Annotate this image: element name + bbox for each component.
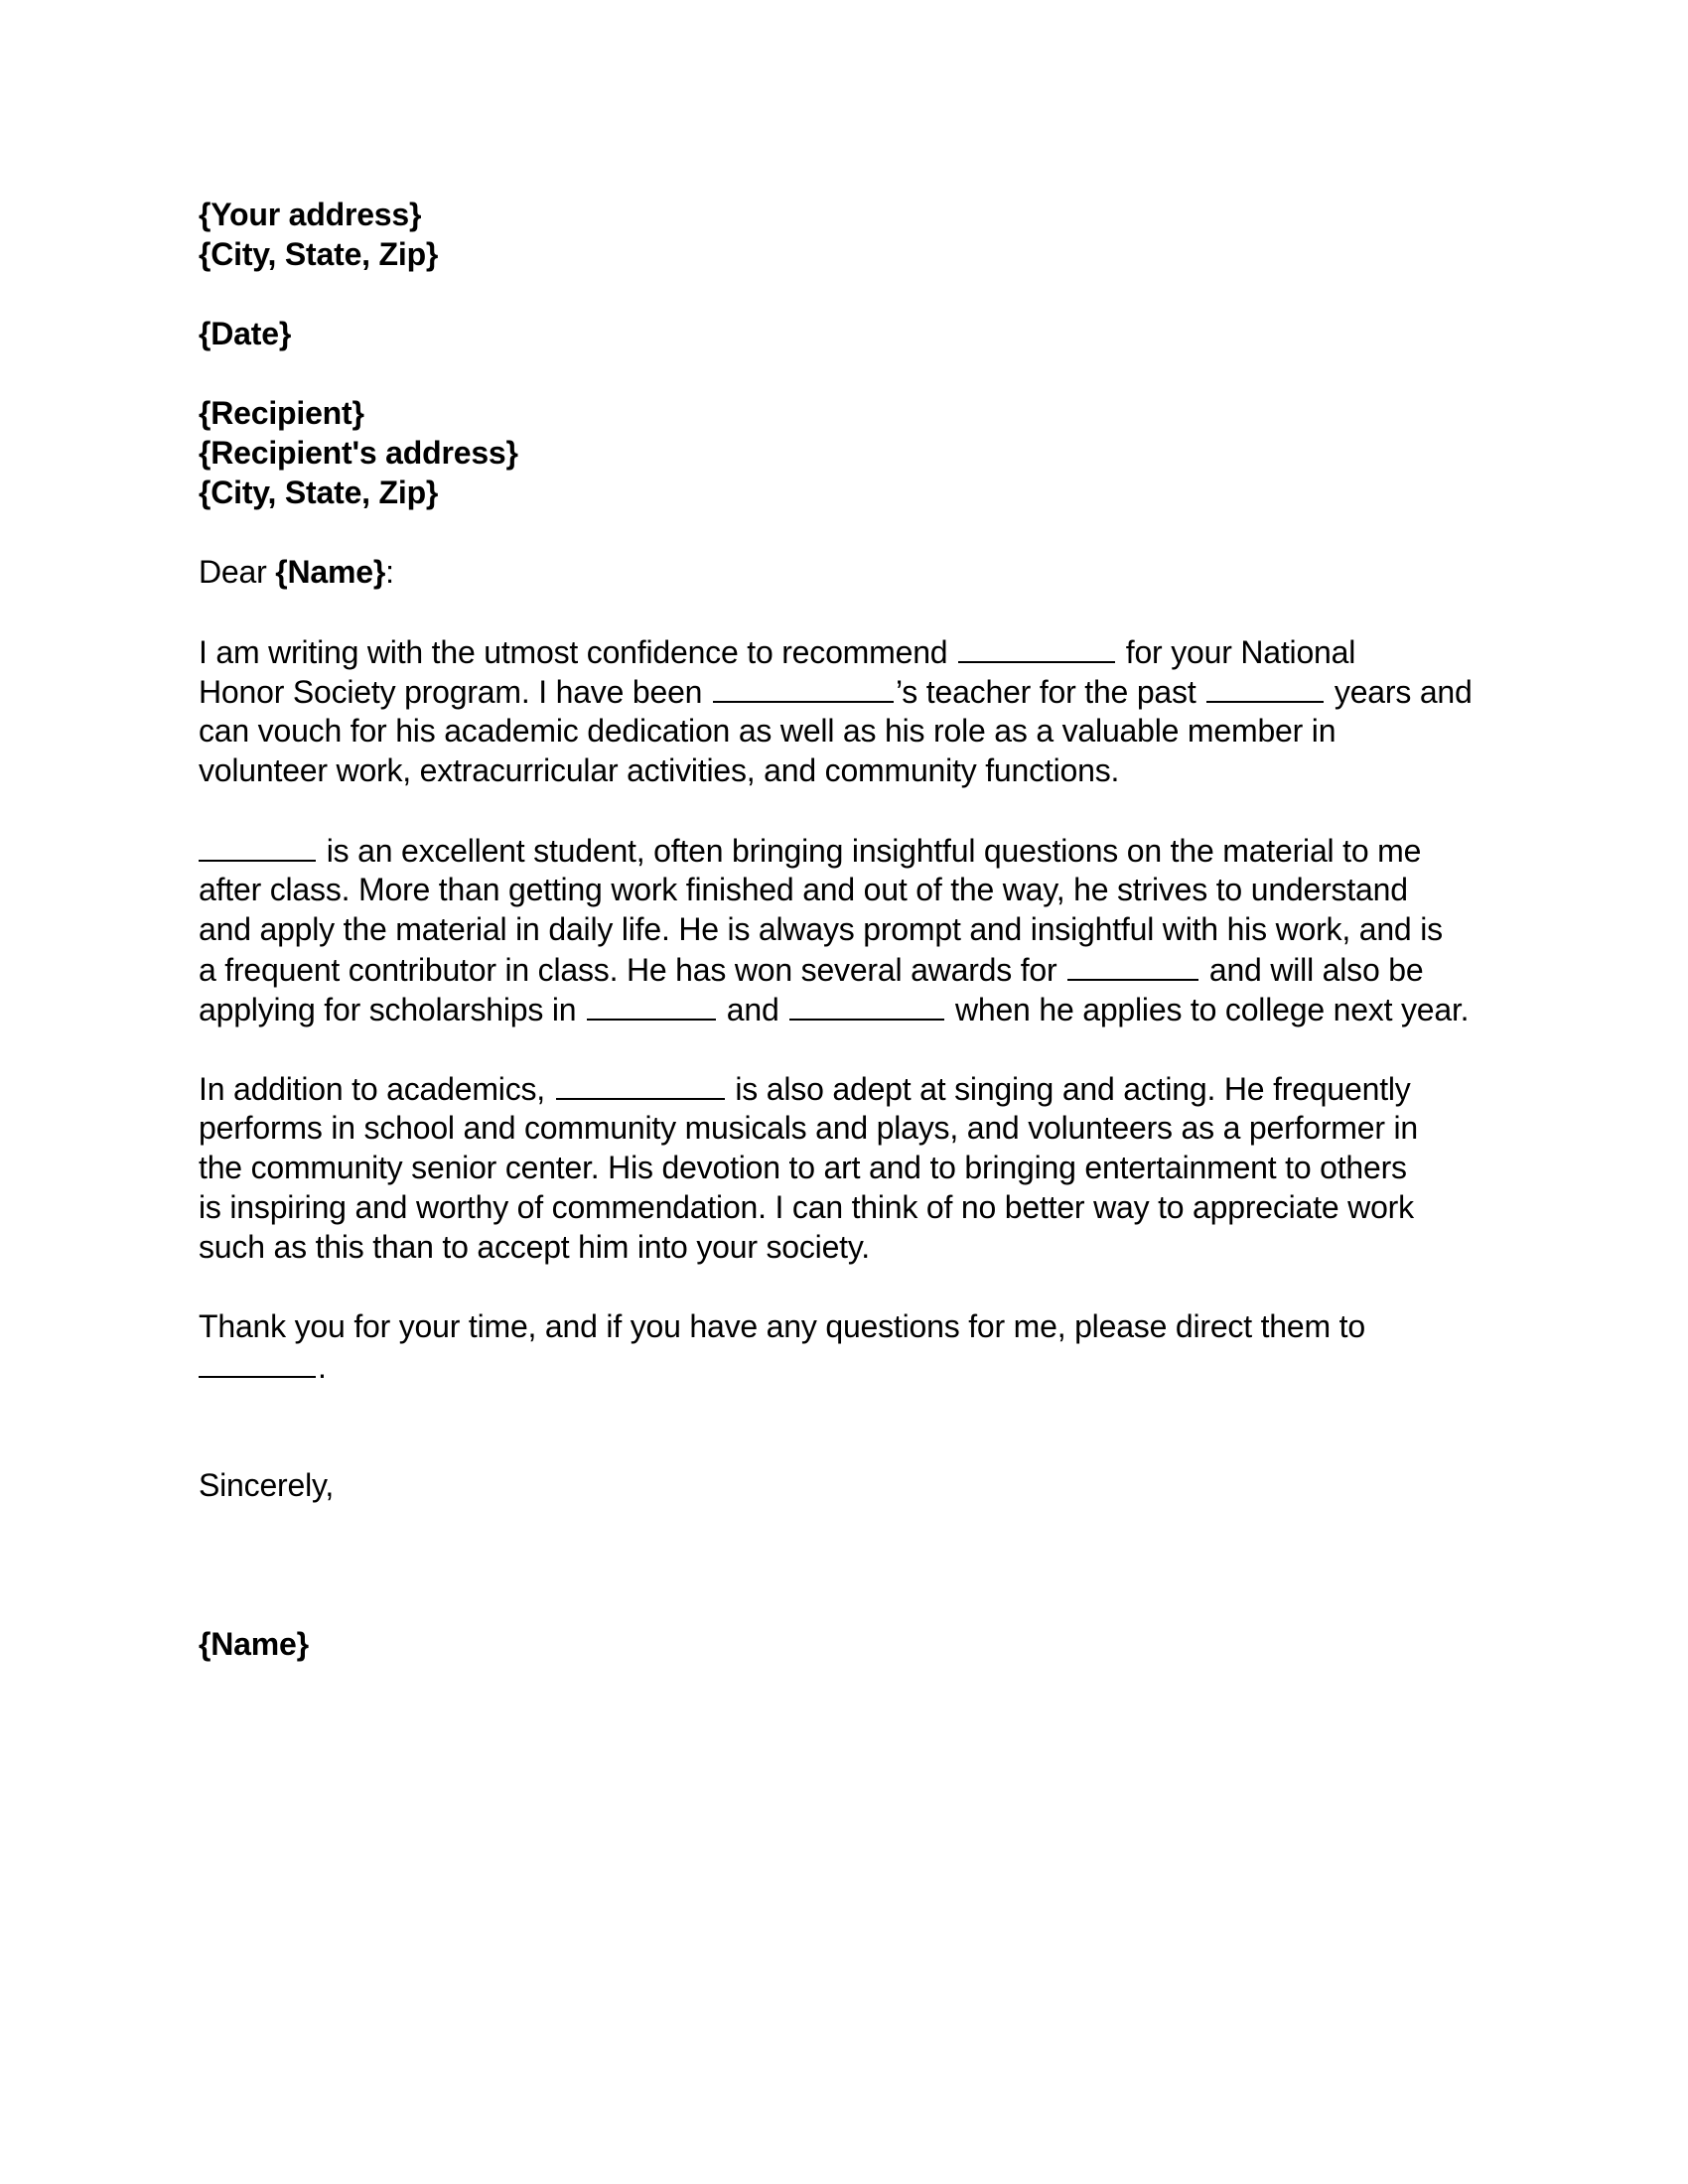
spacer	[199, 274, 1499, 314]
student-name-blank	[958, 631, 1115, 663]
student-name-blank	[713, 671, 894, 703]
spacer	[199, 592, 1499, 631]
paragraph-line	[199, 1068, 1499, 1108]
text-segment: is an excellent student, often bringing insightful questions on the material to me	[318, 833, 1422, 869]
salutation-name: {Name}	[275, 554, 386, 590]
paragraph-line: the community senior center. His devotion to art and to bringing entertainment to others	[199, 1150, 1407, 1185]
paragraph-line	[199, 631, 1499, 671]
spacer	[199, 512, 1499, 552]
valediction: Sincerely,	[199, 1467, 335, 1503]
recommendation-letter	[199, 195, 1499, 1664]
recipient-name: {Recipient}	[199, 395, 364, 431]
spacer	[199, 1386, 1499, 1465]
paragraph-introduction	[199, 631, 1499, 790]
paragraph-line: and apply the material in daily life. He is always prompt and insightful with his work, and is	[199, 911, 1443, 947]
years-blank	[1206, 671, 1324, 703]
spacer	[199, 353, 1499, 393]
awards-blank	[1067, 949, 1198, 981]
paragraph-line: is inspiring and worthy of commendation. I can think of no better way to appreciate work	[199, 1189, 1414, 1225]
paragraph-line: Thank you for your time, and if you have any questions for me, please direct them to	[199, 1308, 1365, 1344]
scholarship-field-blank	[587, 989, 716, 1021]
salutation-prefix: Dear	[199, 554, 276, 590]
paragraph-arts	[199, 1068, 1499, 1267]
paragraph-line: such as this than to accept him into your society.	[199, 1229, 870, 1265]
spacer	[199, 790, 1499, 830]
text-segment: In addition to academics,	[199, 1071, 554, 1107]
letter-date: {Date}	[199, 316, 292, 351]
text-segment: applying for scholarships in	[199, 992, 586, 1027]
text-segment: a frequent contributor in class. He has won several awards for	[199, 952, 1066, 988]
paragraph-line	[199, 671, 1499, 711]
text-segment: when he applies to college next year.	[946, 992, 1470, 1027]
scholarship-field-blank	[789, 989, 944, 1021]
paragraph-line: performs in school and community musicals and plays, and volunteers as a performer in	[199, 1110, 1419, 1146]
paragraph-line: can vouch for his academic dedication as well as his role as a valuable member in	[199, 713, 1336, 749]
student-name-blank	[199, 830, 316, 862]
text-segment: Honor Society program. I have been	[199, 674, 711, 710]
paragraph-line: volunteer work, extracurricular activities, and community functions.	[199, 752, 1120, 788]
text-segment: and will also be	[1200, 952, 1424, 988]
recipient-city-state-zip: {City, State, Zip}	[199, 475, 439, 510]
salutation	[199, 552, 1499, 592]
paragraph-thanks	[199, 1306, 1499, 1386]
contact-blank	[199, 1346, 316, 1378]
paragraph-line	[199, 1346, 1499, 1386]
paragraph-academics	[199, 830, 1499, 1028]
sender-city-state-zip: {City, State, Zip}	[199, 236, 439, 272]
paragraph-line	[199, 949, 1499, 989]
signature-name: {Name}	[199, 1626, 309, 1662]
text-segment: years and	[1326, 674, 1473, 710]
salutation-suffix: :	[385, 554, 394, 590]
text-segment: and	[718, 992, 788, 1027]
paragraph-line	[199, 989, 1499, 1028]
text-segment: .	[318, 1349, 327, 1385]
text-segment: is also adept at singing and acting. He frequently	[726, 1071, 1411, 1107]
spacer	[199, 1267, 1499, 1306]
sender-address: {Your address}	[199, 197, 422, 232]
signature-space	[199, 1505, 1499, 1624]
student-name-blank	[556, 1068, 725, 1100]
text-segment: ’s teacher for the past	[895, 674, 1205, 710]
text-segment: I am writing with the utmost confidence to recommend	[199, 634, 957, 670]
spacer	[199, 1028, 1499, 1068]
paragraph-line	[199, 830, 1499, 870]
text-segment: for your National	[1117, 634, 1356, 670]
paragraph-line: after class. More than getting work finished and out of the way, he strives to understand	[199, 872, 1408, 907]
recipient-address: {Recipient's address}	[199, 435, 518, 471]
